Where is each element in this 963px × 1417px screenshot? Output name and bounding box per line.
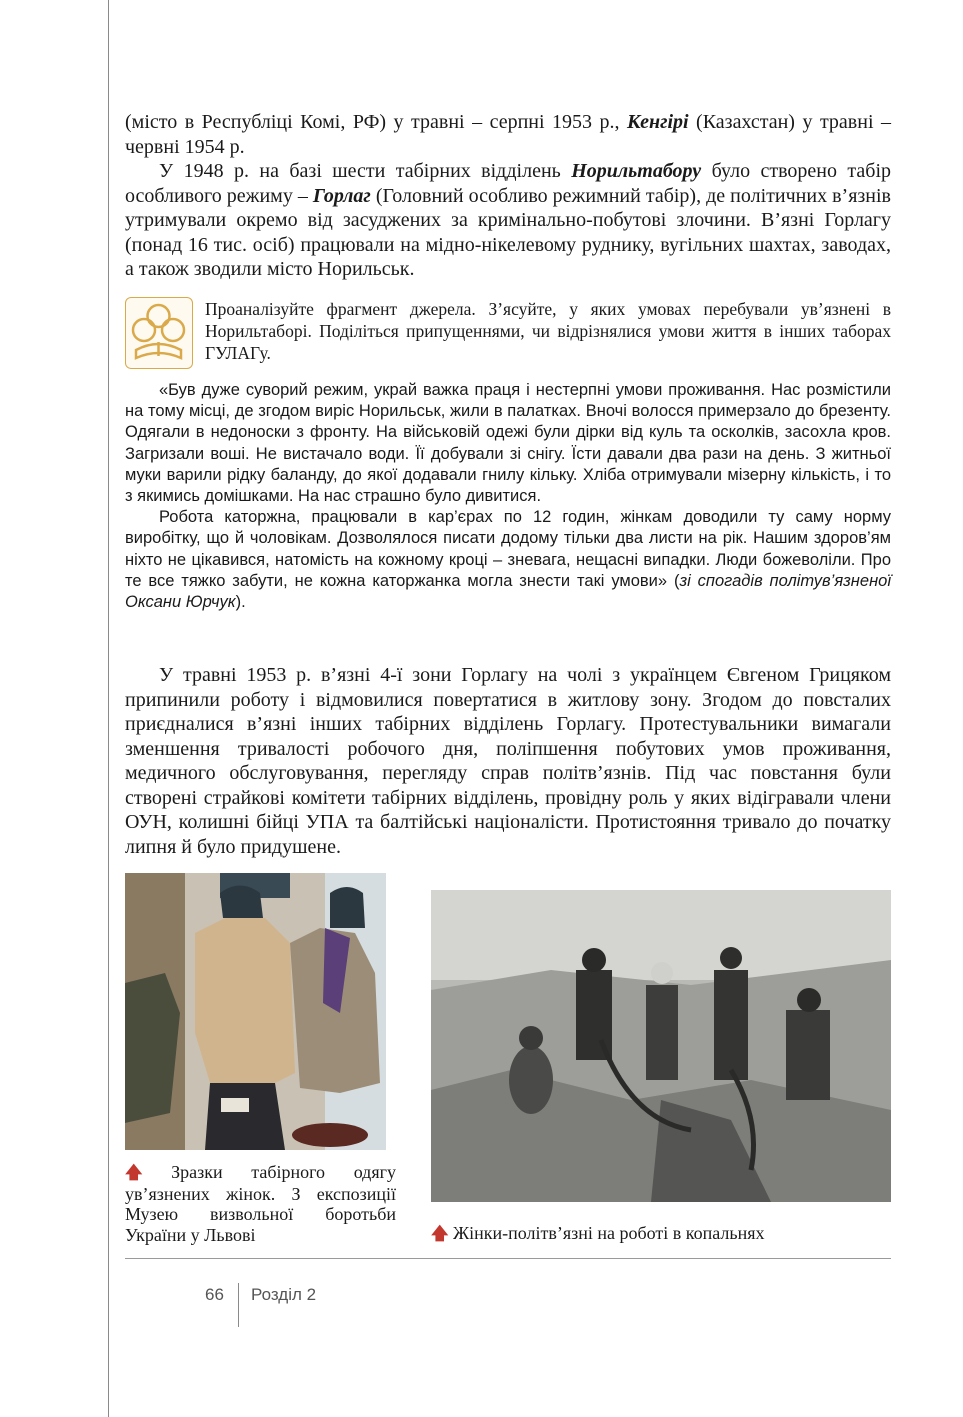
term-kengir: Кенгірі <box>627 111 689 133</box>
term-gorlag: Горлаг <box>312 184 371 207</box>
task-analyze-icon <box>125 297 193 369</box>
museum-clothing-photo <box>125 873 386 1150</box>
paragraph-1-end: (Казахстан) у травні – червні 1954 р. <box>125 111 891 158</box>
left-photo-caption <box>125 1162 396 1245</box>
arrow-up-icon: 🡅 <box>125 1163 143 1183</box>
quote-paragraph-2 <box>125 507 891 613</box>
right-photo-caption <box>431 1223 891 1245</box>
paragraph-2-mid: було створено табір особливого режиму – <box>125 160 891 207</box>
term-norilsk: Норильтабору <box>571 160 702 182</box>
source-quote <box>125 380 891 613</box>
page-number: 66 <box>205 1285 224 1304</box>
paragraph-1-text: (місто в Республіці Комі, РФ) у травні – серпні 1953 р., <box>125 111 628 133</box>
left-caption-text: Зразки табірного одягу ув’язнених жінок. З експозиції Музею визвольної боротьби України у Львові <box>125 1162 396 1245</box>
section-label: Розділ 2 <box>251 1285 317 1304</box>
footer-rule <box>125 1258 891 1259</box>
quote-paragraph-2-text: Робота каторжна, працювали в кар’єрах по 12 годин, жінкам доводили ту саму норму виробітку, що й чоловікам. Дозволялося писати додому тільки два листи на рік. Нашим здоров’ям ніхто не цікавився, натомість на кожному кроці – зневага, нещасні випадки. Люди божеволіли. Про те все тяжко забути, не кожна каторжанка могла знести такі умови» ( <box>125 508 891 590</box>
quote-end: ). <box>235 593 246 612</box>
women-prisoners-photo <box>431 890 891 1202</box>
arrow-up-icon: 🡅 <box>431 1224 449 1244</box>
quote-source: зі спогадів політув’язненої Оксани Юрчук <box>125 571 891 612</box>
paragraph-3 <box>125 663 891 859</box>
right-caption-text: Жінки-політв’язні на роботі в копальнях <box>452 1223 765 1243</box>
paragraph-2-end: (Головний особливо режимний табір), де політичних в’язнів утримували окремо від засуджених за кримінально-побутові злочини. В’язні Горлагу (понад 16 тис. осіб) працювали на мідно-нікелевому руднику, вугільних шахтах, заводах, а також зводили місто Норильськ. <box>125 184 891 280</box>
paragraph-1 <box>125 110 891 159</box>
paragraph-3-text: У травні 1953 р. в’язні 4-ї зони Горлагу на чолі з українцем Євгеном Грицяком припинили роботу і відмовилися повертатися в житлову зону. Згодом до повсталих приєдналися в’язні інших табірних відділень Горлагу. Протестувальники вимагали зменшення тривалості робочого дня, поліпшення побутових умов проживання, медичного обслуговування, перегляду справ політв’язнів. Під час повстання були створені страйкові комітети табірних відділень, провідну роль у яких відігравали члени ОУН, колишні бійці УПА та балтійські націоналісти. Протистояння тривало до початку липня й було придушене. <box>125 664 891 858</box>
quote-paragraph-1: «Був дуже суворий режим, украй важка праця і нестерпні умови проживання. Нас розмістили на тому місці, де згодом виріс Норильськ, жили в палатках. Вночі волосся примерзало до брезенту. Одягали в недоноски з фронту. На військовій одежі були дірки від куль та осколків, засохла кров. Загризали воші. Не вистачало води. Її добували зі снігу. Їсти давали два рази на день. З житньої муки варили рідку баланду, до якої додавали гнилу кільку. Хліба отримували мізерну кількість, і то з якимись домішками. На нас страшно було дивитися. <box>125 381 891 506</box>
task-text: Проаналізуйте фрагмент джерела. З’ясуйте, у яких умовах перебували ув’язнені в Норильтаборі. Поділіться припущеннями, чи відрізнялися умови життя в інших таборах ГУЛАГу. <box>205 299 891 363</box>
page-margin-line <box>108 0 109 1417</box>
paragraph-2-start: У 1948 р. на базі шести табірних відділень <box>159 160 572 182</box>
paragraph-2 <box>125 159 891 282</box>
footer-separator <box>238 1283 239 1327</box>
